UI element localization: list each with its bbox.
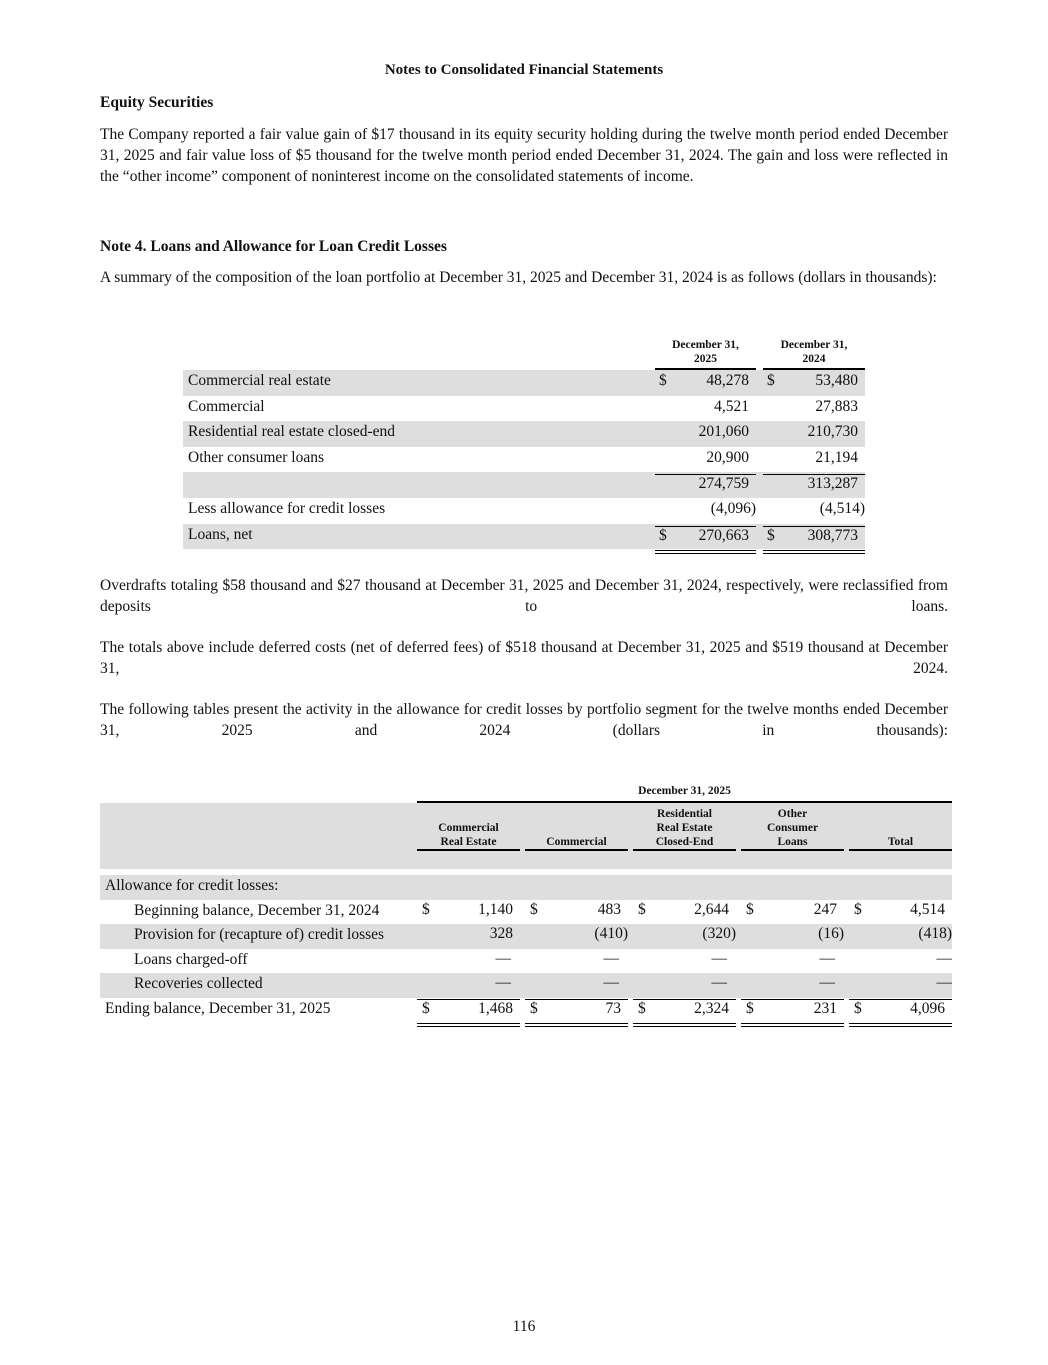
value-cell <box>633 950 736 973</box>
value-cell <box>525 974 628 997</box>
value-cell-2025 <box>655 474 756 498</box>
column-header-other-consumer <box>741 807 844 851</box>
value-cell <box>741 901 844 924</box>
table-row <box>183 370 865 396</box>
cell-value: — <box>603 974 619 991</box>
value-cell-2025 <box>655 423 756 446</box>
cell-value: — <box>603 949 619 967</box>
value-cell <box>525 925 628 948</box>
value-cell-2025 <box>655 372 756 395</box>
column-header-line: December 31, <box>672 339 739 351</box>
row-label: Less allowance for credit losses <box>188 499 386 517</box>
cell-value: — <box>495 949 511 967</box>
cell-value: — <box>819 949 835 967</box>
value-cell-2025 <box>655 449 756 472</box>
column-header-2024 <box>763 338 865 370</box>
value-cell <box>849 999 952 1027</box>
value-cell <box>525 950 628 973</box>
value-cell <box>741 950 844 973</box>
currency-symbol: $ <box>638 900 646 918</box>
value-cell-2025 <box>655 398 756 421</box>
cell-value: 308,773 <box>807 526 858 544</box>
cell-value: — <box>495 974 511 991</box>
currency-symbol: $ <box>767 372 775 389</box>
table-row-total <box>183 524 865 550</box>
equity-securities-paragraph: The Company reported a fair value gain of $17 thousand in its equity security holding during the twelve month period ended December 31, 2025 and fair value loss of $5 thousand for the twelve month period ended December 31, 2024. The gain and loss were reflected in the “other income” component of noninterest income on the consolidated statements of income. <box>100 126 948 185</box>
currency-symbol: $ <box>746 900 754 918</box>
value-cell <box>849 901 952 924</box>
table-row <box>183 396 865 422</box>
value-cell <box>633 974 736 997</box>
currency-symbol: $ <box>854 900 862 918</box>
cell-value: (16) <box>818 925 844 942</box>
table-row <box>100 924 952 949</box>
cell-value: — <box>711 949 727 967</box>
period-rule <box>417 801 952 803</box>
value-cell <box>633 901 736 924</box>
table-row-total <box>100 998 952 1023</box>
cell-value: 4,096 <box>910 999 945 1017</box>
cell-value: 210,730 <box>807 423 858 441</box>
value-cell <box>417 901 520 924</box>
row-label: Provision for (recapture of) credit losses <box>134 926 385 943</box>
row-label: Allowance for credit losses: <box>105 877 279 894</box>
currency-symbol: $ <box>746 999 754 1017</box>
cell-value: 21,194 <box>815 448 858 466</box>
value-cell <box>417 999 520 1027</box>
value-cell <box>849 950 952 973</box>
value-cell <box>633 999 736 1027</box>
column-header-line: Commercial <box>546 836 607 848</box>
value-cell-2024 <box>763 474 865 498</box>
row-label: Commercial <box>188 397 265 415</box>
table-row <box>183 447 865 473</box>
column-header-line: Commercial <box>438 822 499 834</box>
table-row-subtotal <box>183 472 865 498</box>
column-header-line: 2025 <box>694 353 717 365</box>
note4-intro-paragraph: A summary of the composition of the loan portfolio at December 31, 2025 and December 31, 2024 is as follows (dollars in thousands): <box>100 269 937 286</box>
table-row <box>100 949 952 974</box>
loan-composition-table <box>183 338 865 549</box>
column-header-total <box>849 807 952 851</box>
value-cell <box>849 974 952 997</box>
cell-value: 201,060 <box>698 423 749 441</box>
column-header-commercial-real-estate <box>417 807 520 851</box>
activity-intro-paragraph: The following tables present the activity in the allowance for credit losses by portfolio segment for the twelve months ended December 31, 2025 and 2024 (dollars in thousands): <box>100 701 948 739</box>
cell-value: — <box>819 974 835 991</box>
table-row <box>183 498 865 524</box>
cell-value: (4,514) <box>819 499 865 517</box>
table-row <box>100 900 952 925</box>
cell-value: — <box>936 949 952 967</box>
currency-symbol: $ <box>659 372 667 389</box>
section-label-row <box>100 875 952 900</box>
column-header-line: Total <box>887 836 914 848</box>
cell-value: (418) <box>918 925 952 942</box>
currency-symbol: $ <box>767 526 775 544</box>
page-title: Notes to Consolidated Financial Statements <box>384 62 664 78</box>
value-cell-2024 <box>763 398 865 421</box>
row-label: Beginning balance, December 31, 2024 <box>134 901 380 919</box>
cell-value: — <box>936 974 952 991</box>
value-cell <box>849 925 952 948</box>
table-header <box>183 338 865 370</box>
table-row <box>183 421 865 447</box>
value-cell-2025 <box>655 526 756 554</box>
deferred-costs-paragraph: The totals above include deferred costs (net of deferred fees) of $518 thousand at December 31, 2025 and $519 thousand at December 31, 2024. <box>100 639 948 677</box>
value-cell <box>417 950 520 973</box>
value-cell-2024 <box>763 526 865 554</box>
cell-value: 483 <box>597 900 621 918</box>
row-label: Residential real estate closed-end <box>188 423 396 441</box>
currency-symbol: $ <box>638 999 646 1017</box>
cell-value: (320) <box>702 925 736 942</box>
row-label: Loans, net <box>188 525 253 543</box>
row-label: Loans charged-off <box>134 950 248 968</box>
value-cell <box>633 925 736 948</box>
note4-heading: Note 4. Loans and Allowance for Loan Credit Losses <box>100 238 447 255</box>
value-cell <box>525 999 628 1027</box>
column-header-line: December 31, <box>780 339 848 351</box>
table-row <box>100 973 952 998</box>
row-label: Other consumer loans <box>188 448 325 466</box>
cell-value: 27,883 <box>815 397 858 415</box>
cell-value: 231 <box>813 999 837 1017</box>
cell-value: 73 <box>605 999 621 1017</box>
currency-symbol: $ <box>854 999 862 1017</box>
column-header-line: 2024 <box>802 353 826 365</box>
currency-symbol: $ <box>422 999 430 1017</box>
value-cell-2024 <box>763 423 865 446</box>
column-header-line: Closed-End <box>655 836 714 848</box>
column-header-line: Real Estate <box>656 822 713 834</box>
equity-securities-heading: Equity Securities <box>100 94 214 111</box>
column-header-line: Consumer <box>766 822 819 834</box>
column-header-line: Loans <box>777 836 808 848</box>
value-cell-2024 <box>763 500 865 523</box>
value-cell <box>741 925 844 948</box>
column-header-commercial <box>525 807 628 851</box>
value-cell <box>525 901 628 924</box>
cell-value: 4,514 <box>910 900 945 918</box>
period-header: December 31, 2025 <box>638 785 731 797</box>
cell-value: (4,096) <box>710 499 756 517</box>
cell-value: 53,480 <box>815 372 858 389</box>
cell-value: (410) <box>594 925 628 942</box>
cell-value: 48,278 <box>706 372 749 389</box>
cell-value: 328 <box>489 925 513 942</box>
column-header-2025 <box>655 338 756 370</box>
cell-value: 274,759 <box>698 475 749 493</box>
value-cell <box>741 999 844 1027</box>
cell-value: 1,140 <box>478 900 513 918</box>
value-cell <box>417 925 520 948</box>
cell-value: 2,644 <box>694 900 729 918</box>
cell-value: 270,663 <box>698 526 749 544</box>
cell-value: — <box>711 974 727 991</box>
row-label: Commercial real estate <box>188 372 331 389</box>
value-cell <box>417 974 520 997</box>
overdrafts-paragraph: Overdrafts totaling $58 thousand and $27 thousand at December 31, 2025 and December 31, 2024, respectively, were reclassified from deposits to loans. <box>100 577 948 615</box>
page-number: 116 <box>512 1318 536 1335</box>
currency-symbol: $ <box>422 900 430 918</box>
currency-symbol: $ <box>659 526 667 544</box>
cell-value: 2,324 <box>694 999 729 1017</box>
column-header-line: Residential <box>657 808 712 820</box>
cell-value: 20,900 <box>706 448 749 466</box>
column-header-line: Real Estate <box>440 836 497 848</box>
value-cell-2025 <box>655 500 756 523</box>
currency-symbol: $ <box>530 900 538 918</box>
row-label: Recoveries collected <box>134 975 263 992</box>
cell-value: 4,521 <box>714 397 749 415</box>
cell-value: 313,287 <box>807 475 858 493</box>
value-cell-2024 <box>763 449 865 472</box>
cell-value: 1,468 <box>478 999 513 1017</box>
column-header-residential <box>633 807 736 851</box>
row-label: Ending balance, December 31, 2025 <box>105 999 331 1017</box>
currency-symbol: $ <box>530 999 538 1017</box>
cell-value: 247 <box>813 900 837 918</box>
value-cell-2024 <box>763 372 865 395</box>
value-cell <box>741 974 844 997</box>
column-header-line: Other <box>777 808 808 820</box>
